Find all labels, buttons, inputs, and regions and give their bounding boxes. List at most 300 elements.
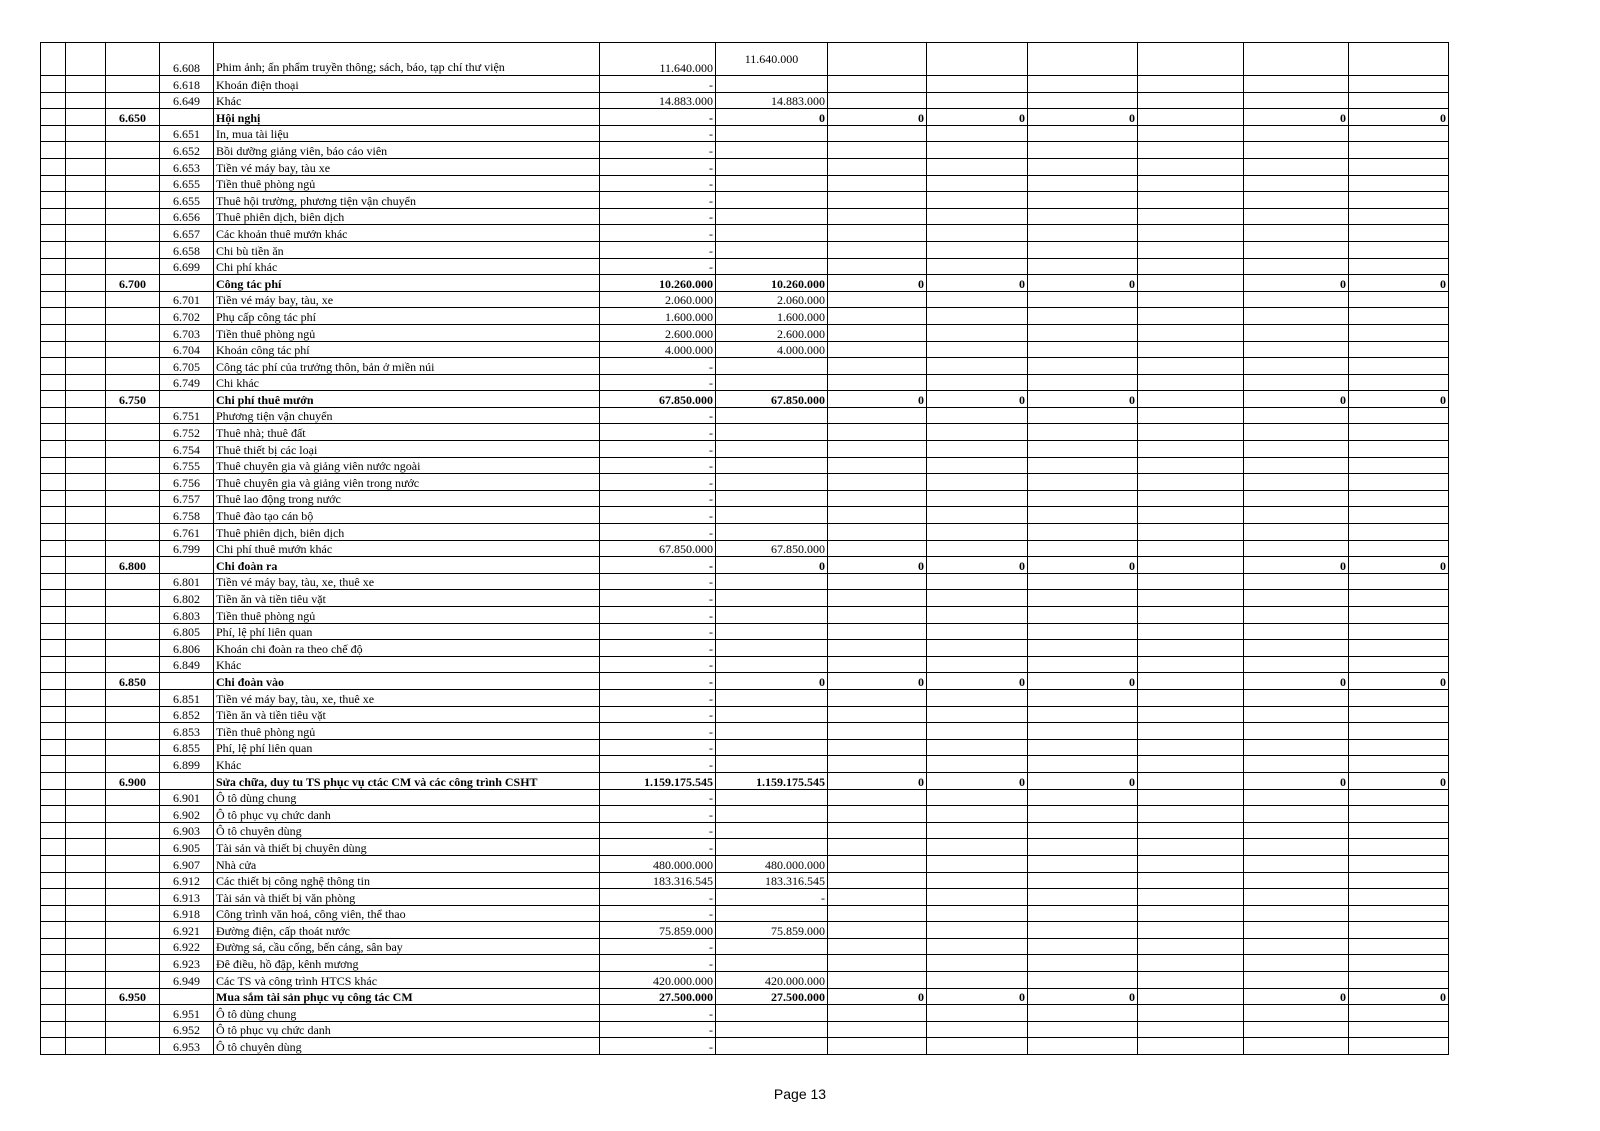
- amount-cell-4: [927, 955, 1028, 972]
- amount-cell-4: 0: [927, 673, 1028, 690]
- empty-cell: [66, 972, 106, 989]
- empty-cell: [66, 1005, 106, 1022]
- group-code-cell: 6.700: [106, 275, 160, 292]
- table-row: [41, 872, 1549, 889]
- item-code-cell: 6.801: [160, 573, 214, 590]
- item-name-cell: Tài sản và thiết bị văn phòng: [214, 889, 600, 906]
- amount-cell-5: [1028, 1005, 1138, 1022]
- amount-cell-6: [1138, 1021, 1244, 1038]
- amount-cell-8: [1349, 739, 1449, 756]
- item-code-cell: 6.655: [160, 192, 214, 209]
- amount-cell-2: 11.640.000: [716, 43, 828, 76]
- empty-cell: [66, 524, 106, 541]
- amount-cell-5: [1028, 175, 1138, 192]
- table-row: [41, 955, 1549, 972]
- item-name-cell: Thuê phiên dịch, biên dịch: [214, 524, 600, 541]
- amount-cell-8: [1349, 258, 1449, 275]
- item-name-cell: Chi đoàn ra: [214, 557, 600, 574]
- group-code-cell: [106, 905, 160, 922]
- amount-cell-1: -: [600, 590, 716, 607]
- item-code-cell: 6.754: [160, 441, 214, 458]
- empty-cell: [41, 822, 66, 839]
- item-code-cell: 6.852: [160, 706, 214, 723]
- amount-cell-5: [1028, 872, 1138, 889]
- item-name-cell: Ô tô chuyên dùng: [214, 1038, 600, 1055]
- amount-cell-1: 75.859.000: [600, 922, 716, 939]
- amount-cell-7: [1244, 1021, 1349, 1038]
- amount-cell-3: [828, 839, 927, 856]
- amount-cell-6: [1138, 391, 1244, 408]
- empty-cell: [66, 341, 106, 358]
- amount-cell-1: -: [600, 507, 716, 524]
- group-row: [41, 988, 1549, 1005]
- amount-cell-7: [1244, 590, 1349, 607]
- amount-cell-8: [1349, 76, 1449, 93]
- item-code-cell: 6.849: [160, 656, 214, 673]
- group-code-cell: [106, 507, 160, 524]
- table-row: [41, 640, 1549, 657]
- amount-cell-2: [716, 125, 828, 142]
- amount-cell-3: [828, 822, 927, 839]
- amount-cell-2: [716, 474, 828, 491]
- amount-cell-5: [1028, 225, 1138, 242]
- item-name-cell: Thuê thiết bị các loại: [214, 441, 600, 458]
- empty-cell: [66, 889, 106, 906]
- amount-cell-2: [716, 258, 828, 275]
- group-code-cell: [106, 291, 160, 308]
- group-code-cell: [106, 540, 160, 557]
- amount-cell-2: 4.000.000: [716, 341, 828, 358]
- amount-cell-1: -: [600, 175, 716, 192]
- empty-cell: [41, 922, 66, 939]
- empty-cell: [66, 391, 106, 408]
- amount-cell-4: [927, 889, 1028, 906]
- amount-cell-5: [1028, 142, 1138, 159]
- empty-cell: [41, 1005, 66, 1022]
- amount-cell-8: [1349, 291, 1449, 308]
- item-code-cell: [160, 391, 214, 408]
- amount-cell-8: [1349, 92, 1449, 109]
- item-name-cell: Ô tô chuyên dùng: [214, 822, 600, 839]
- amount-cell-5: [1028, 756, 1138, 773]
- amount-cell-7: [1244, 125, 1349, 142]
- empty-cell: [66, 938, 106, 955]
- amount-cell-1: -: [600, 76, 716, 93]
- item-name-cell: Thuê chuyên gia và giảng viên trong nước: [214, 474, 600, 491]
- empty-cell: [41, 225, 66, 242]
- amount-cell-5: [1028, 739, 1138, 756]
- item-name-cell: Công tác phí của trưởng thôn, bản ở miền núi: [214, 358, 600, 375]
- amount-cell-7: 0: [1244, 391, 1349, 408]
- item-name-cell: Tiền vé máy bay, tàu, xe, thuê xe: [214, 689, 600, 706]
- amount-cell-7: [1244, 955, 1349, 972]
- group-code-cell: [106, 706, 160, 723]
- item-code-cell: 6.655: [160, 175, 214, 192]
- item-code-cell: [160, 275, 214, 292]
- amount-cell-2: 14.883.000: [716, 92, 828, 109]
- amount-cell-5: [1028, 158, 1138, 175]
- amount-cell-8: [1349, 640, 1449, 657]
- amount-cell-4: [927, 43, 1028, 76]
- amount-cell-6: [1138, 922, 1244, 939]
- empty-cell: [66, 855, 106, 872]
- table-row: [41, 590, 1549, 607]
- amount-cell-8: [1349, 125, 1449, 142]
- empty-cell: [66, 922, 106, 939]
- item-name-cell: Đê điều, hồ đập, kênh mương: [214, 955, 600, 972]
- empty-cell: [66, 241, 106, 258]
- empty-cell: [66, 590, 106, 607]
- item-code-cell: 6.757: [160, 490, 214, 507]
- group-code-cell: 6.950: [106, 988, 160, 1005]
- amount-cell-4: [927, 855, 1028, 872]
- amount-cell-5: [1028, 623, 1138, 640]
- group-code-cell: [106, 125, 160, 142]
- amount-cell-8: [1349, 723, 1449, 740]
- amount-cell-5: [1028, 706, 1138, 723]
- amount-cell-4: [927, 441, 1028, 458]
- amount-cell-1: -: [600, 739, 716, 756]
- amount-cell-8: [1349, 225, 1449, 242]
- empty-cell: [41, 988, 66, 1005]
- group-code-cell: [106, 225, 160, 242]
- table-row: [41, 225, 1549, 242]
- empty-cell: [41, 341, 66, 358]
- amount-cell-1: 1.159.175.545: [600, 772, 716, 789]
- amount-cell-7: 0: [1244, 772, 1349, 789]
- amount-cell-5: [1028, 590, 1138, 607]
- amount-cell-3: [828, 756, 927, 773]
- group-code-cell: [106, 92, 160, 109]
- item-code-cell: 6.951: [160, 1005, 214, 1022]
- amount-cell-1: -: [600, 756, 716, 773]
- amount-cell-8: [1349, 623, 1449, 640]
- amount-cell-5: [1028, 76, 1138, 93]
- item-name-cell: Công tác phí: [214, 275, 600, 292]
- amount-cell-6: [1138, 324, 1244, 341]
- item-code-cell: 6.806: [160, 640, 214, 657]
- empty-cell: [41, 689, 66, 706]
- empty-cell: [41, 192, 66, 209]
- empty-cell: [66, 607, 106, 624]
- amount-cell-8: [1349, 441, 1449, 458]
- table-row: [41, 258, 1549, 275]
- empty-cell: [66, 839, 106, 856]
- amount-cell-1: 27.500.000: [600, 988, 716, 1005]
- table-row: [41, 623, 1549, 640]
- amount-cell-3: [828, 125, 927, 142]
- item-code-cell: [160, 557, 214, 574]
- table-row: [41, 607, 1549, 624]
- amount-cell-8: [1349, 158, 1449, 175]
- item-code-cell: 6.901: [160, 789, 214, 806]
- item-code-cell: 6.952: [160, 1021, 214, 1038]
- item-code-cell: 6.705: [160, 358, 214, 375]
- amount-cell-6: [1138, 772, 1244, 789]
- table-row: [41, 192, 1549, 209]
- amount-cell-3: 0: [828, 275, 927, 292]
- amount-cell-5: 0: [1028, 988, 1138, 1005]
- empty-cell: [66, 441, 106, 458]
- empty-cell: [66, 988, 106, 1005]
- empty-cell: [41, 158, 66, 175]
- amount-cell-8: [1349, 889, 1449, 906]
- group-code-cell: [106, 457, 160, 474]
- table-row: [41, 308, 1549, 325]
- amount-cell-5: [1028, 972, 1138, 989]
- empty-cell: [41, 324, 66, 341]
- amount-cell-3: [828, 208, 927, 225]
- item-name-cell: Các thiết bị công nghệ thông tin: [214, 872, 600, 889]
- amount-cell-4: [927, 125, 1028, 142]
- amount-cell-6: [1138, 972, 1244, 989]
- amount-cell-4: [927, 225, 1028, 242]
- amount-cell-2: 2.600.000: [716, 324, 828, 341]
- item-name-cell: Phí, lệ phí liên quan: [214, 623, 600, 640]
- item-name-cell: Các khoản thuê mướn khác: [214, 225, 600, 242]
- empty-cell: [66, 474, 106, 491]
- amount-cell-2: 1.159.175.545: [716, 772, 828, 789]
- group-code-cell: [106, 789, 160, 806]
- amount-cell-7: [1244, 291, 1349, 308]
- group-code-cell: [106, 175, 160, 192]
- amount-cell-7: [1244, 341, 1349, 358]
- empty-cell: [41, 623, 66, 640]
- amount-cell-6: [1138, 889, 1244, 906]
- amount-cell-6: [1138, 640, 1244, 657]
- empty-cell: [41, 175, 66, 192]
- amount-cell-4: [927, 374, 1028, 391]
- amount-cell-7: [1244, 142, 1349, 159]
- amount-cell-2: 27.500.000: [716, 988, 828, 1005]
- amount-cell-7: [1244, 175, 1349, 192]
- amount-cell-1: -: [600, 192, 716, 209]
- empty-cell: [66, 673, 106, 690]
- amount-cell-5: [1028, 441, 1138, 458]
- item-name-cell: Tài sản và thiết bị chuyên dùng: [214, 839, 600, 856]
- amount-cell-2: 420.000.000: [716, 972, 828, 989]
- group-row: [41, 109, 1549, 126]
- amount-cell-3: [828, 474, 927, 491]
- amount-cell-1: 67.850.000: [600, 391, 716, 408]
- table-row: [41, 723, 1549, 740]
- table-row: [41, 1005, 1549, 1022]
- empty-cell: [66, 507, 106, 524]
- amount-cell-6: [1138, 706, 1244, 723]
- amount-cell-1: -: [600, 889, 716, 906]
- amount-cell-5: 0: [1028, 772, 1138, 789]
- amount-cell-4: [927, 92, 1028, 109]
- amount-cell-2: [716, 192, 828, 209]
- amount-cell-1: -: [600, 208, 716, 225]
- amount-cell-3: [828, 789, 927, 806]
- item-code-cell: 6.949: [160, 972, 214, 989]
- amount-cell-6: [1138, 76, 1244, 93]
- amount-cell-7: [1244, 1038, 1349, 1055]
- amount-cell-4: 0: [927, 391, 1028, 408]
- amount-cell-5: [1028, 457, 1138, 474]
- item-name-cell: Khác: [214, 92, 600, 109]
- amount-cell-8: [1349, 922, 1449, 939]
- amount-cell-7: [1244, 457, 1349, 474]
- item-name-cell: Tiền vé máy bay, tàu, xe, thuê xe: [214, 573, 600, 590]
- item-code-cell: 6.922: [160, 938, 214, 955]
- item-code-cell: 6.903: [160, 822, 214, 839]
- group-code-cell: [106, 324, 160, 341]
- amount-cell-3: [828, 1038, 927, 1055]
- empty-cell: [41, 789, 66, 806]
- amount-cell-3: [828, 308, 927, 325]
- table-row: [41, 324, 1549, 341]
- empty-cell: [41, 208, 66, 225]
- empty-cell: [41, 308, 66, 325]
- amount-cell-5: [1028, 258, 1138, 275]
- empty-cell: [41, 142, 66, 159]
- amount-cell-8: [1349, 656, 1449, 673]
- amount-cell-2: [716, 158, 828, 175]
- table-row: [41, 855, 1549, 872]
- amount-cell-3: [828, 889, 927, 906]
- amount-cell-6: [1138, 158, 1244, 175]
- item-name-cell: Nhà cửa: [214, 855, 600, 872]
- amount-cell-1: 14.883.000: [600, 92, 716, 109]
- item-code-cell: 6.902: [160, 806, 214, 823]
- item-name-cell: Đường điện, cấp thoát nước: [214, 922, 600, 939]
- amount-cell-4: [927, 706, 1028, 723]
- amount-cell-5: 0: [1028, 109, 1138, 126]
- empty-cell: [66, 573, 106, 590]
- item-code-cell: 6.699: [160, 258, 214, 275]
- amount-cell-5: [1028, 291, 1138, 308]
- group-code-cell: [106, 308, 160, 325]
- table-row: [41, 358, 1549, 375]
- group-code-cell: [106, 142, 160, 159]
- amount-cell-2: 10.260.000: [716, 275, 828, 292]
- amount-cell-5: [1028, 656, 1138, 673]
- table-row: [41, 291, 1549, 308]
- amount-cell-5: [1028, 938, 1138, 955]
- amount-cell-4: [927, 424, 1028, 441]
- empty-cell: [41, 607, 66, 624]
- amount-cell-8: [1349, 43, 1449, 76]
- amount-cell-7: [1244, 92, 1349, 109]
- amount-cell-2: [716, 640, 828, 657]
- amount-cell-7: [1244, 324, 1349, 341]
- group-code-cell: [106, 490, 160, 507]
- amount-cell-2: 67.850.000: [716, 540, 828, 557]
- amount-cell-5: [1028, 905, 1138, 922]
- item-code-cell: 6.912: [160, 872, 214, 889]
- amount-cell-2: 183.316.545: [716, 872, 828, 889]
- amount-cell-2: [716, 441, 828, 458]
- table-row: [41, 689, 1549, 706]
- empty-cell: [41, 441, 66, 458]
- item-name-cell: Khoán điện thoại: [214, 76, 600, 93]
- amount-cell-4: [927, 490, 1028, 507]
- item-code-cell: 6.899: [160, 756, 214, 773]
- amount-cell-4: [927, 142, 1028, 159]
- amount-cell-4: [927, 573, 1028, 590]
- empty-cell: [66, 540, 106, 557]
- amount-cell-2: [716, 955, 828, 972]
- amount-cell-6: [1138, 789, 1244, 806]
- item-code-cell: 6.907: [160, 855, 214, 872]
- amount-cell-1: -: [600, 142, 716, 159]
- amount-cell-6: [1138, 806, 1244, 823]
- amount-cell-3: 0: [828, 109, 927, 126]
- item-name-cell: Đường sá, cầu cống, bến cảng, sân bay: [214, 938, 600, 955]
- amount-cell-3: [828, 972, 927, 989]
- amount-cell-3: [828, 689, 927, 706]
- amount-cell-6: [1138, 142, 1244, 159]
- amount-cell-7: [1244, 407, 1349, 424]
- amount-cell-5: [1028, 407, 1138, 424]
- amount-cell-3: [828, 192, 927, 209]
- empty-cell: [66, 789, 106, 806]
- amount-cell-1: -: [600, 822, 716, 839]
- group-code-cell: [106, 872, 160, 889]
- amount-cell-3: 0: [828, 673, 927, 690]
- empty-cell: [66, 109, 106, 126]
- amount-cell-8: [1349, 689, 1449, 706]
- amount-cell-3: [828, 706, 927, 723]
- item-code-cell: 6.923: [160, 955, 214, 972]
- table-row: [41, 175, 1549, 192]
- empty-cell: [66, 275, 106, 292]
- amount-cell-8: [1349, 590, 1449, 607]
- amount-cell-3: [828, 905, 927, 922]
- item-code-cell: [160, 109, 214, 126]
- amount-cell-7: [1244, 374, 1349, 391]
- item-name-cell: Ô tô phục vụ chức danh: [214, 806, 600, 823]
- table-row: [41, 142, 1549, 159]
- amount-cell-6: [1138, 92, 1244, 109]
- empty-cell: [66, 756, 106, 773]
- group-code-cell: 6.800: [106, 557, 160, 574]
- item-name-cell: Phí, lệ phí liên quan: [214, 739, 600, 756]
- item-name-cell: Phim ảnh; ấn phẩm truyền thông; sách, báo, tạp chí thư viện: [214, 43, 600, 76]
- amount-cell-6: [1138, 407, 1244, 424]
- amount-cell-4: [927, 324, 1028, 341]
- amount-cell-7: [1244, 43, 1349, 76]
- amount-cell-1: -: [600, 607, 716, 624]
- amount-cell-1: -: [600, 723, 716, 740]
- empty-cell: [66, 457, 106, 474]
- item-name-cell: Ô tô phục vụ chức danh: [214, 1021, 600, 1038]
- empty-cell: [41, 723, 66, 740]
- amount-cell-2: 0: [716, 557, 828, 574]
- item-code-cell: 6.855: [160, 739, 214, 756]
- amount-cell-1: -: [600, 109, 716, 126]
- empty-cell: [66, 358, 106, 375]
- empty-cell: [41, 955, 66, 972]
- group-code-cell: [106, 889, 160, 906]
- amount-cell-3: [828, 490, 927, 507]
- amount-cell-6: [1138, 490, 1244, 507]
- item-code-cell: 6.702: [160, 308, 214, 325]
- group-row: [41, 673, 1549, 690]
- amount-cell-4: [927, 972, 1028, 989]
- amount-cell-2: [716, 524, 828, 541]
- amount-cell-2: 75.859.000: [716, 922, 828, 939]
- table-row: [41, 441, 1549, 458]
- amount-cell-7: [1244, 358, 1349, 375]
- amount-cell-7: [1244, 656, 1349, 673]
- empty-cell: [41, 972, 66, 989]
- item-name-cell: Phương tiện vận chuyển: [214, 407, 600, 424]
- amount-cell-7: 0: [1244, 109, 1349, 126]
- empty-cell: [41, 1038, 66, 1055]
